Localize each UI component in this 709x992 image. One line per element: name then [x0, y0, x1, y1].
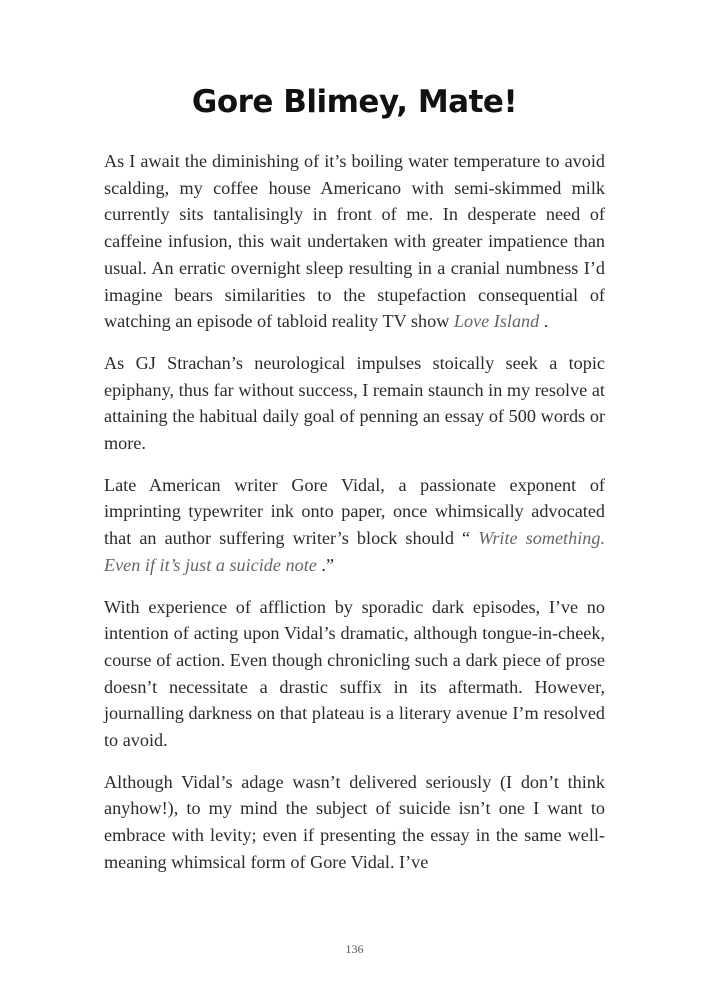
paragraph-2: As GJ Strachan’s neurological impulses stoically seek a topic epiphany, thus far without success, I remain staunch in my resolve at attaining the habitual daily goal of penning an essay of 500 words or more.	[104, 352, 605, 454]
paragraph-3-end: .”	[316, 554, 335, 575]
page-number: 136	[345, 942, 364, 956]
paragraph-1-italic-title: Love Island	[453, 311, 540, 332]
paragraph-3	[104, 472, 605, 579]
paragraph-1	[104, 148, 605, 335]
chapter-title: Gore Blimey, Mate!	[191, 84, 518, 120]
paragraph-3-text: Late American writer Gore Vidal, a passionate exponent of imprinting typewriter ink onto paper, once whimsically advocated that an author suffering writer’s block should “	[104, 474, 605, 549]
paragraph-5: Although Vidal’s adage wasn’t delivered seriously (I don’t think anyhow!), to my mind the subject of suicide isn’t one I want to embrace with levity; even if presenting the essay in the same well-meaning whimsical form of Gore Vidal. I’ve	[104, 771, 605, 872]
paragraph-4: With experience of affliction by sporadic dark episodes, I’ve no intention of acting upon Vidal’s dramatic, although tongue-in-cheek, course of action. Even though chronicling such a dark piece of prose doesn’t necessitate a drastic suffix in its aftermath. However, journalling darkness on that plateau is a literary avenue I’m resolved to avoid.	[104, 596, 605, 751]
chapter-body	[104, 148, 605, 891]
paragraph-3-italic-quote: Write something. Even if it’s just a suicide note	[104, 528, 605, 575]
paragraph-1-end: .	[539, 311, 549, 332]
paragraph-1-text: As I await the diminishing of it’s boiling water temperature to avoid scalding, my coffee house Americano with semi-skimmed milk currently sits tantalisingly in front of me. In desperate need of caffeine infusion, this wait undertaken with greater impatience than usual. An erratic overnight sleep resulting in a cranial numbness I’d imagine bears similarities to the stupefaction consequential of watching an episode of tabloid reality TV show	[104, 151, 605, 332]
